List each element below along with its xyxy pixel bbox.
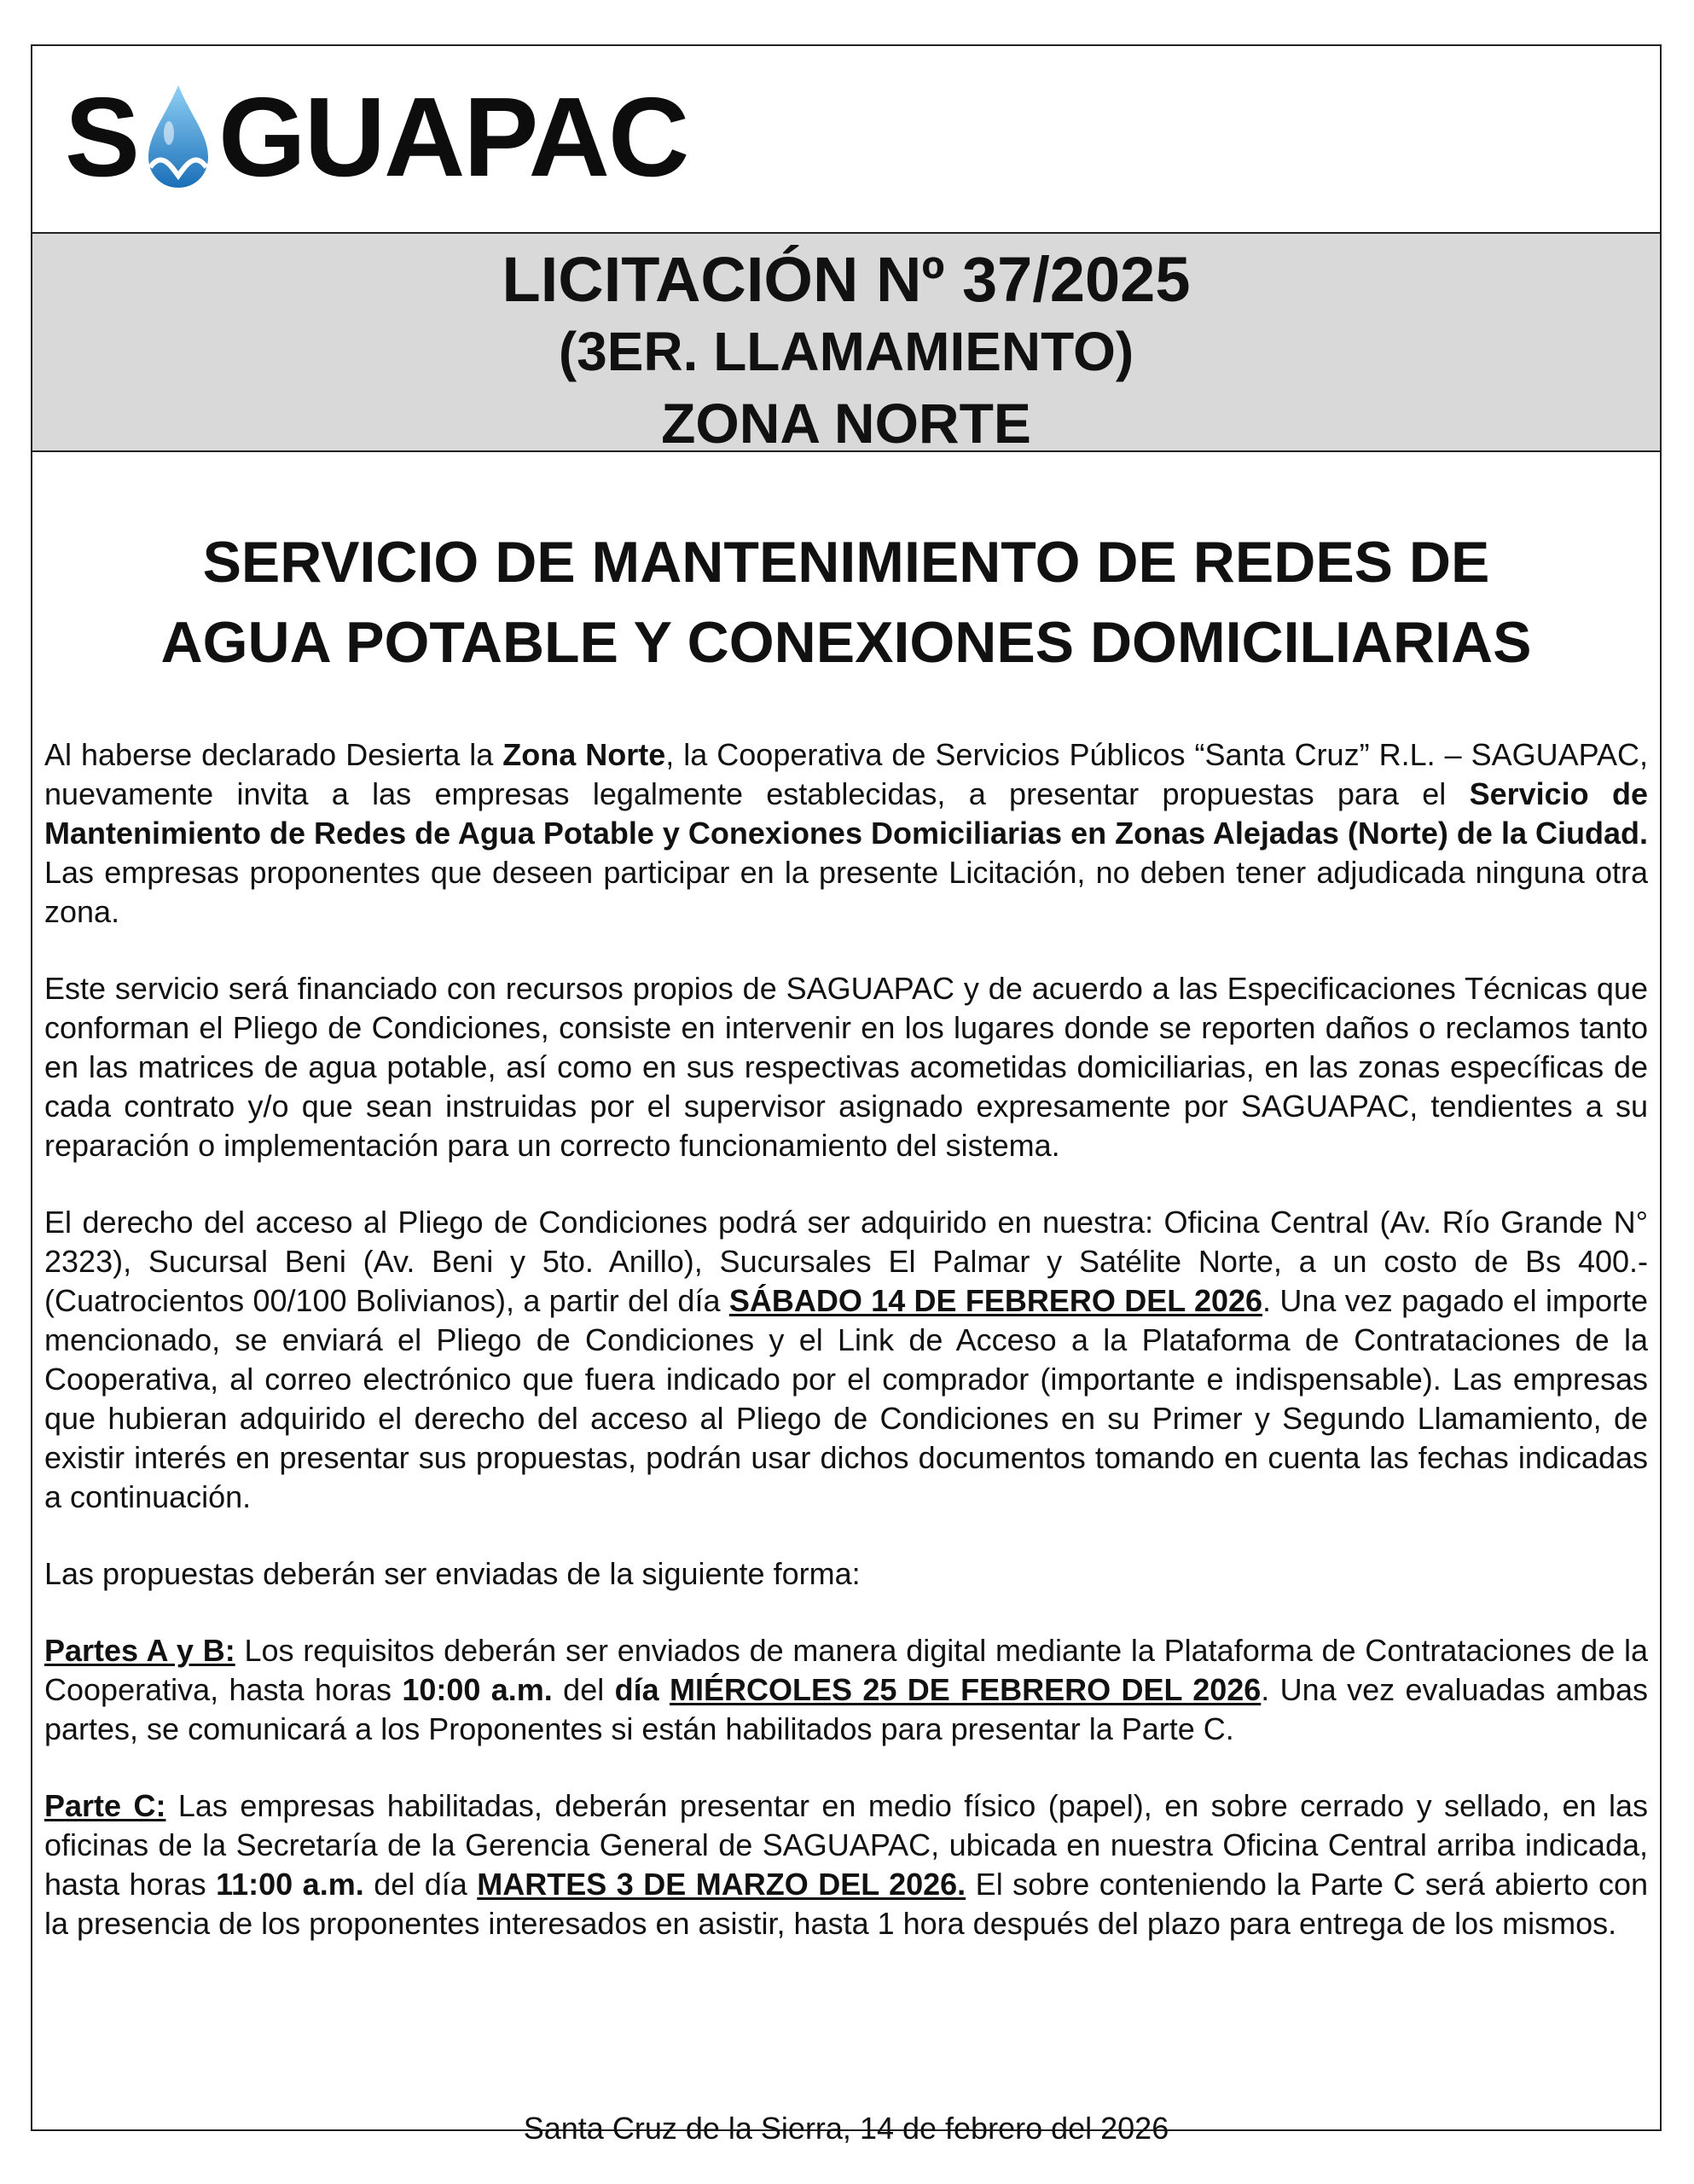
body-text <box>44 735 1648 1981</box>
document-frame <box>31 44 1662 2146</box>
paragraph-financing: Este servicio será financiado con recursos propios de SAGUAPAC y de acuerdo a las Especificaciones Técnicas que conforman el Pliego de Condiciones, consiste en intervenir en los lugares donde se reporten daños o reclamos tanto en las matrices de agua potable, así como en sus respectivas acometidas domiciliarias, en las zonas específicas de cada contrato y/o que sean instruidas por el supervisor asignado expresamente por SAGUAPAC, tendientes a su reparación o implementación para un correcto funcionamiento del sistema. <box>44 971 1648 1163</box>
paragraph-submission-intro: Las propuestas deberán ser enviadas de la siguiente forma: <box>44 1556 861 1591</box>
place-and-date: Santa Cruz de la Sierra, 14 de febrero del 2026 <box>523 2111 1169 2146</box>
zone-name: ZONA NORTE <box>661 392 1031 455</box>
water-drop-icon <box>140 82 217 193</box>
call-number: (3ER. LLAMAMIENTO) <box>558 321 1134 382</box>
parts-ab-label: Partes A y B: <box>44 1633 235 1668</box>
paragraph-invitation: Al haberse declarado Desierta la Zona Norte, la Cooperativa de Servicios Públicos “Santa Cruz” R.L. – SAGUAPAC, nuevamente invita a las empresas legalmente establecidas, a presentar propuestas para el Servicio de Mantenimiento de Redes de Agua Potable y Conexiones Domiciliarias en Zonas Alejadas (Norte) de la Ciudad. Las empresas proponentes que deseen participar en la presente Licitación, no deben tener adjudicada ninguna otra zona. <box>44 737 1648 929</box>
paragraph-access: El derecho del acceso al Pliego de Condiciones podrá ser adquirido en nuestra: Oficina Central (Av. Río Grande N° 2323), Sucursal Beni (Av. Beni y 5to. Anillo), Sucursales El Palmar y Satélite Norte, a un costo de Bs 400.- (Cuatrocientos 00/100 Bolivianos), a partir del día SÁBADO 14 DE FEBRERO DEL 2026. Una vez pagado el importe mencionado, se enviará el Pliego de Condiciones y el Link de Acceso a la Plataforma de Contrataciones de la Cooperativa, al correo electrónico que fuera indicado por el comprador (importante e indispensable). Las empresas que hubieran adquirido el derecho del acceso al Pliego de Condiciones en su Primer y Segundo Llamamiento, de existir interés en presentar sus propuestas, podrán usar dichos documentos tomando en cuenta las fechas indicadas a continuación. <box>44 1205 1649 1514</box>
tender-number: LICITACIÓN Nº 37/2025 <box>502 244 1191 315</box>
part-c-label: Parte C: <box>44 1788 166 1823</box>
sale-date: SÁBADO 14 DE FEBRERO DEL 2026 <box>728 1283 1263 1318</box>
parts-ab-date: MIÉRCOLES 25 DE FEBRERO DEL 2026 <box>669 1672 1262 1707</box>
logo-text-s: S <box>65 74 139 200</box>
logo-text-rest: GUAPAC <box>218 74 688 200</box>
paragraph-part-c: Parte C: Las empresas habilitadas, deberán presentar en medio físico (papel), en sobre cerrado y sellado, en las oficinas de la Secretaría de la Gerencia General de SAGUAPAC, ubicada en nuestra Oficina Central arriba indicada, hasta horas 11:00 a.m. del día MARTES 3 DE MARZO DEL 2026. El sobre conteniendo la Parte C será abierto con la presencia de los proponentes interesados en asistir, hasta 1 hora después del plazo para entrega de los mismos. <box>44 1788 1649 1941</box>
part-c-date: MARTES 3 DE MARZO DEL 2026. <box>477 1867 966 1902</box>
paragraph-parts-ab: Partes A y B: Los requisitos deberán ser enviados de manera digital mediante la Plataforma de Contrataciones de la Cooperativa, hasta horas 10:00 a.m. del día MIÉRCOLES 25 DE FEBRERO DEL 2026. Una vez evaluadas ambas partes, se comunicará a los Proponentes si están habilitados para presentar la Parte C. <box>44 1633 1648 1746</box>
service-subject <box>32 522 1660 682</box>
title-box <box>32 234 1660 455</box>
subject-line-2: AGUA POTABLE Y CONEXIONES DOMICILIARIAS <box>160 610 1532 675</box>
logo-row <box>32 46 1660 234</box>
saguapac-logo <box>65 74 688 200</box>
subject-line-1: SERVICIO DE MANTENIMIENTO DE REDES DE <box>202 530 1490 595</box>
